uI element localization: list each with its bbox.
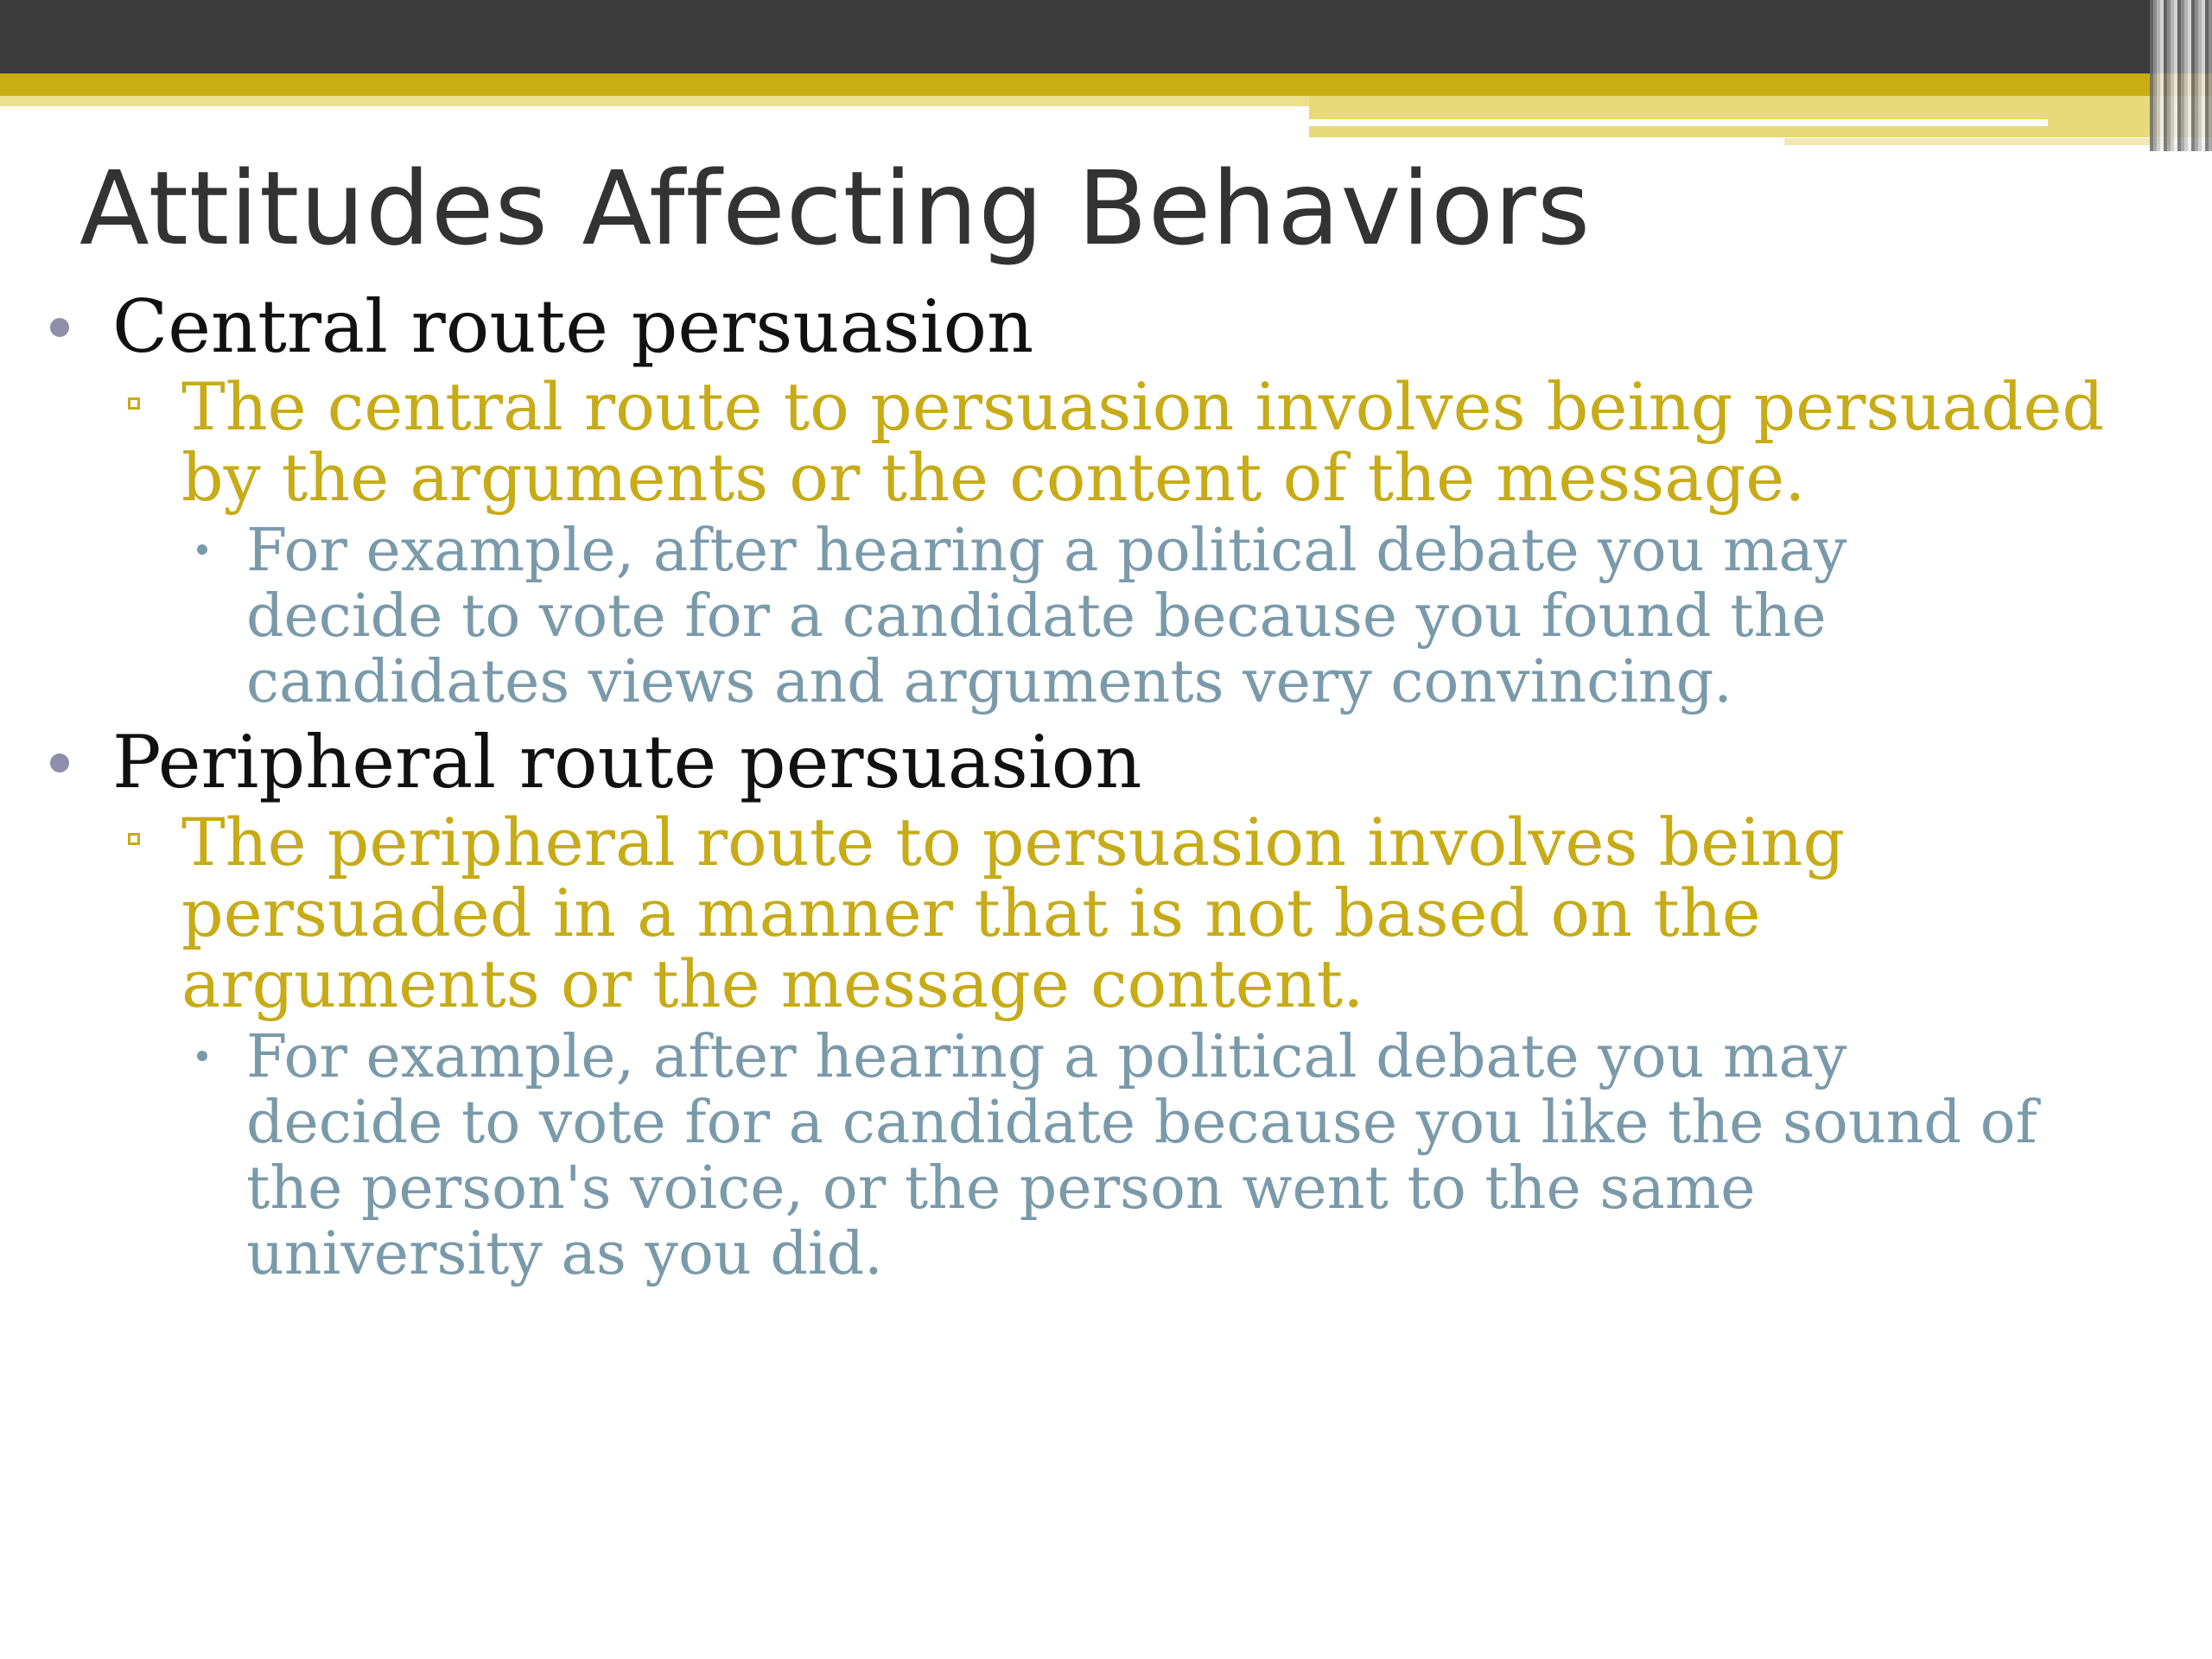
- dot-bullet-icon: [197, 1051, 207, 1061]
- header-light-band-left: [0, 96, 1309, 106]
- bullet-item-central: [0, 285, 2160, 368]
- slide-content: [0, 285, 2160, 1287]
- header-accent-line-lower: [1784, 138, 2173, 145]
- round-bullet-icon: [50, 318, 69, 337]
- square-bullet-icon: [128, 397, 140, 410]
- example-text: For example, after hearing a political debate you may decide to vote for a candidate because you found the candidates views and arguments very convincing.: [246, 517, 1847, 716]
- bullet-heading: Central route persuasion: [112, 284, 1034, 369]
- sub-bullet-central-description: [0, 368, 2108, 516]
- header-gold-band: [0, 73, 2212, 96]
- round-bullet-icon: [50, 753, 69, 772]
- bullet-item-peripheral: [0, 721, 2160, 804]
- sub-bullet-peripheral-description: [0, 804, 2108, 1022]
- sub-bullet-text: The central route to persuasion involves being persuaded by the arguments or the content of the message.: [181, 368, 2104, 516]
- header-stripes: [2150, 0, 2212, 151]
- header-dark-band: [0, 0, 2212, 73]
- square-bullet-icon: [128, 833, 140, 845]
- header-accent-line: [1309, 119, 2048, 126]
- dot-bullet-icon: [197, 544, 207, 555]
- slide-title: Attitudes Affecting Behaviors: [79, 149, 1592, 268]
- sub-bullet-text: The peripheral route to persuasion involves being persuaded in a manner that is not based on the arguments or the message content.: [181, 804, 1846, 1022]
- header-light-band-right: [1309, 96, 2212, 137]
- bullet-heading: Peripheral route persuasion: [112, 720, 1142, 804]
- sub-sub-bullet-central-example: [0, 518, 2044, 715]
- example-text: For example, after hearing a political debate you may decide to vote for a candidate because you like the sound of the person's voice, or the person went to the same university as you did.: [246, 1023, 2037, 1288]
- sub-sub-bullet-peripheral-example: [0, 1025, 2044, 1287]
